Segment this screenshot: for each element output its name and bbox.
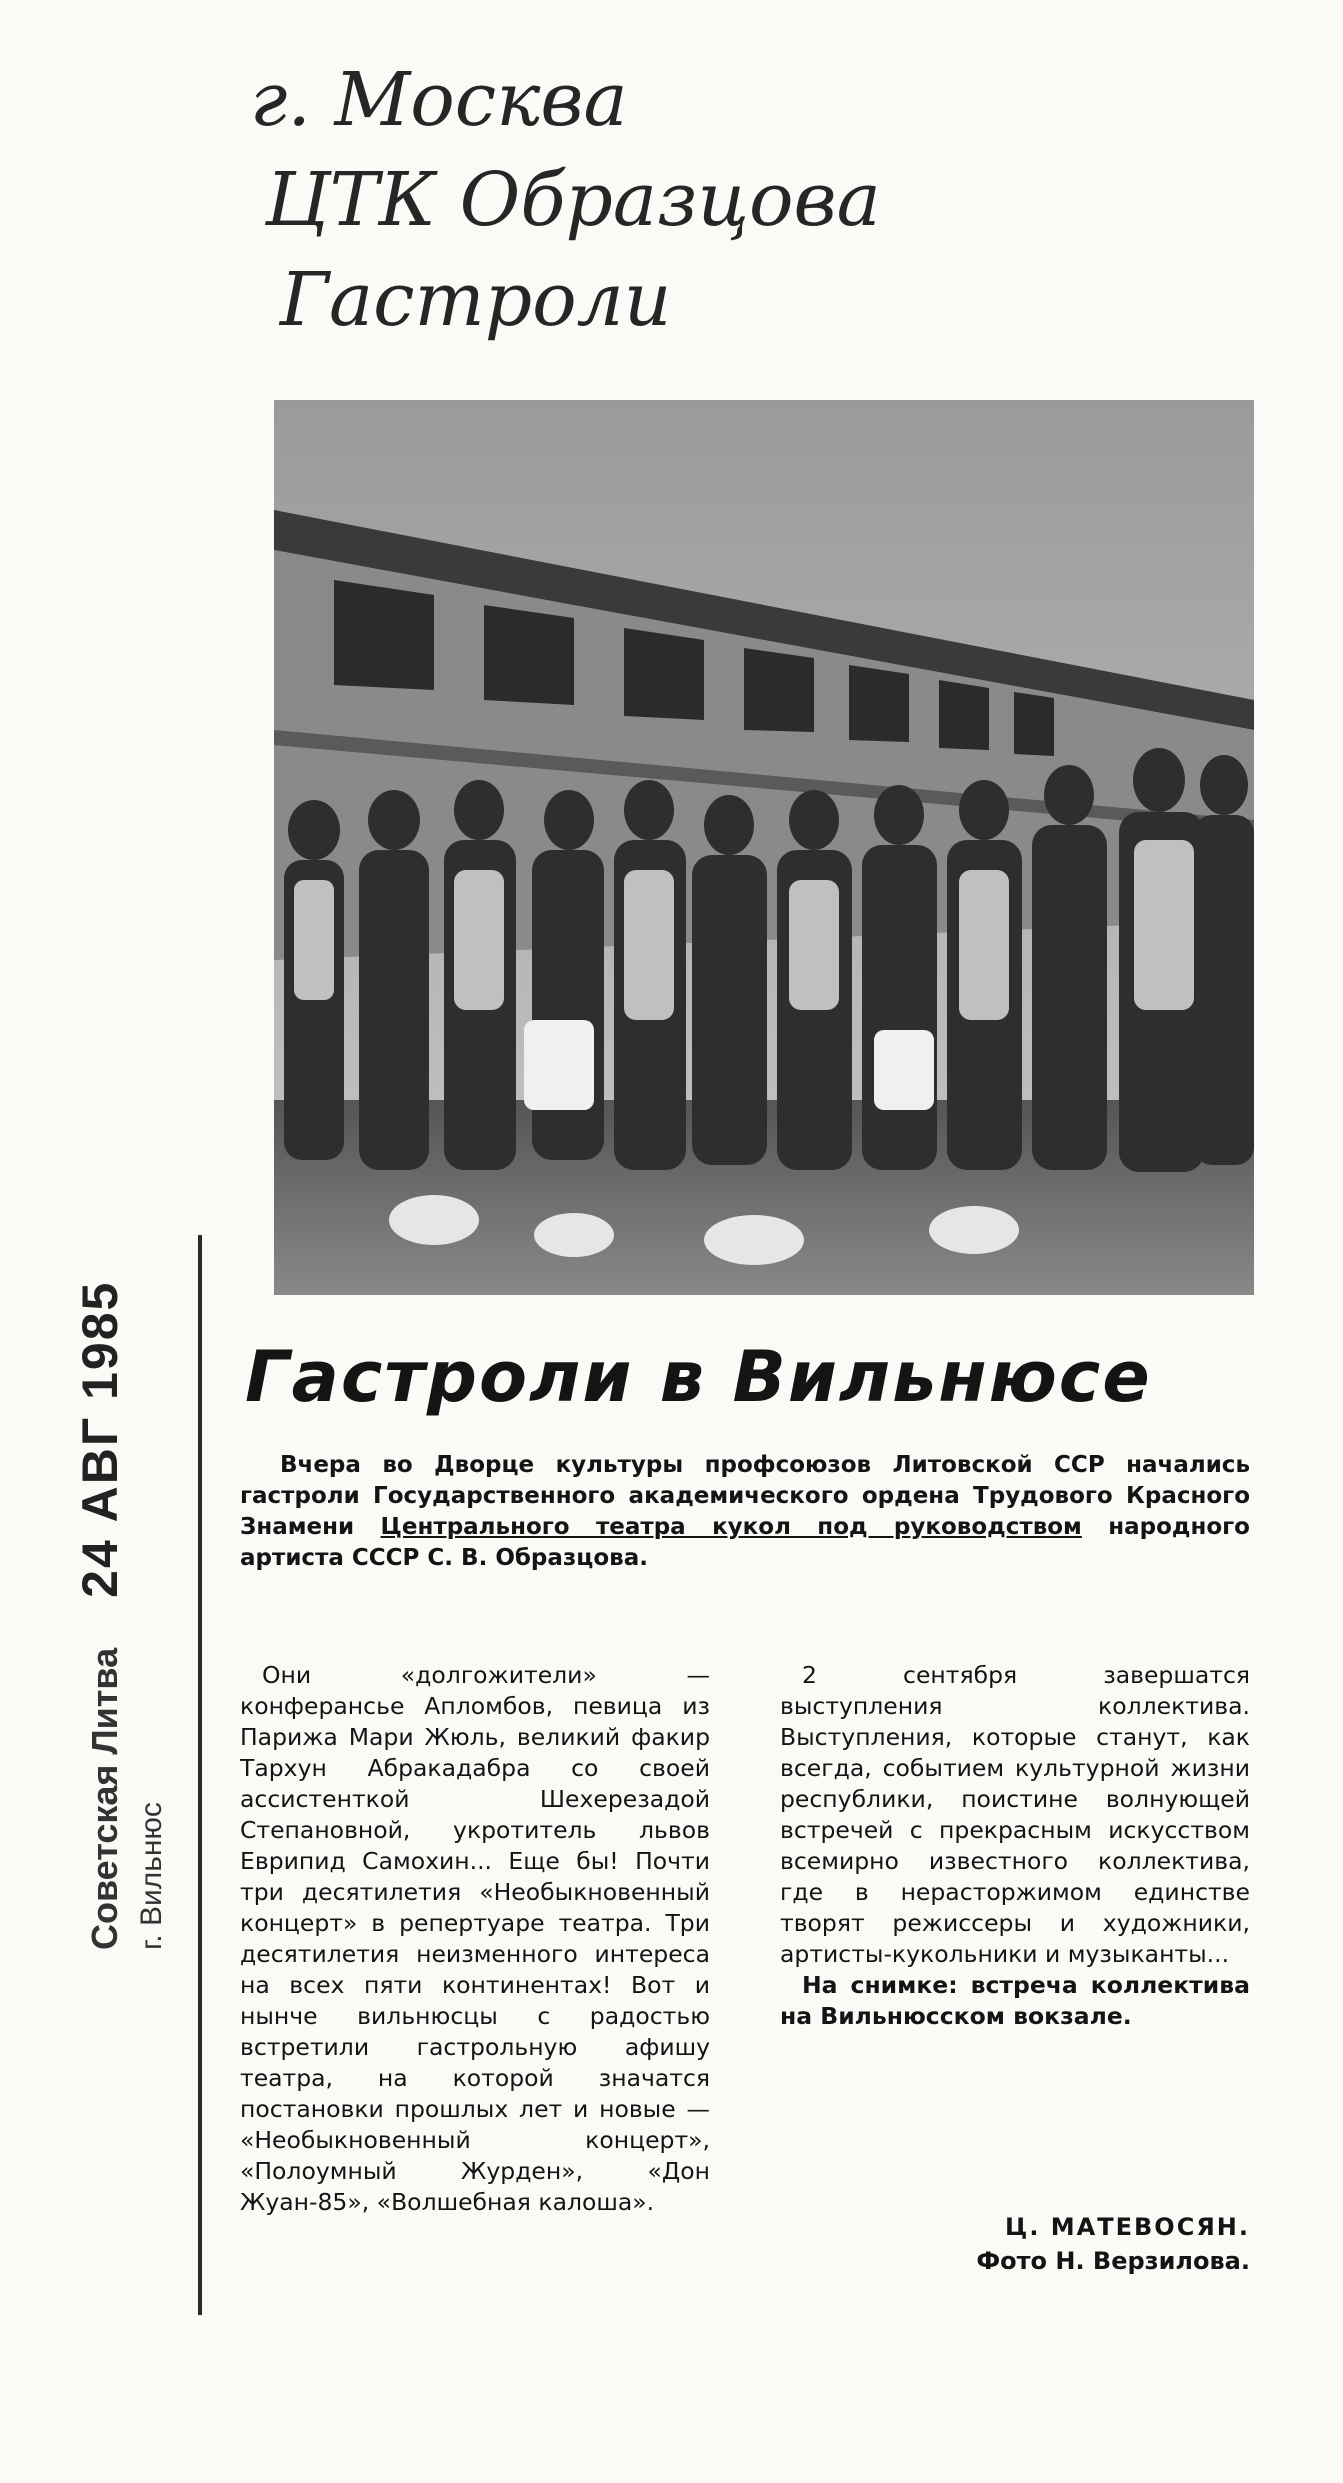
newspaper-stamp — [0, 0, 168, 1950]
article-lead — [240, 1450, 1250, 1574]
photo-credit: Фото Н. Верзилова. — [976, 2247, 1250, 2275]
handwritten-line-city: г. Москва — [250, 57, 628, 143]
photo-train-station-troupe — [274, 400, 1254, 1295]
stamp-city: г. Вильнюс — [135, 1802, 168, 1950]
lead-text-underlined: Центрального театра кукол под руководством — [380, 1514, 1082, 1540]
article-signature — [780, 2210, 1250, 2278]
column-2-paragraph: 2 сентября завершатся выступления коллектива. Выступления, которые станут, как всегда, событием культурной жизни республики, поистине волнующей встречей с прекрасным искусством всемирно известного коллектива, где в нерасторжимом единстве творят режиссеры и художники, артисты-кукольники и музыканты... — [780, 1661, 1250, 1968]
article-column-1 — [240, 1660, 710, 2218]
lead-text-part1: Вчера во Дворце культуры профсоюзов Литовской ССР начались гастроли Государственного академического ордена Трудового Красного Знамени — [240, 1452, 1250, 1540]
handwritten-note — [250, 50, 950, 350]
article-headline: Гастроли в Вильнюсе — [245, 1336, 1152, 1418]
lead-text-part2: народного артиста СССР С. В. Образцова. — [240, 1514, 1250, 1571]
column-1-paragraph: Они «долгожители» — конферансье Апломбов, певица из Парижа Мари Жюль, великий факир Тархун Абракадабра со своей ассистенткой Шехерезадой Степановной, укротитель львов Еврипид Самохин... Еще бы! Почти три десятилетия «Необыкновенный концерт» в репертуаре театра. Три десятилетия неизменного интереса на всех пяти континентах! Вот и нынче вильнюсцы с радостью встретили гастрольную афишу театра, на которой значатся постановки прошлых лет и новые — «Необыкновенный концерт», «Полоумный Журден», «Дон Жуан-85», «Волшебная калоша». — [240, 1661, 710, 2216]
stamp-date: 24 АВГ 1985 — [72, 1280, 128, 1598]
article-column-2 — [780, 1660, 1250, 2032]
clipping-edge-rule — [198, 1235, 202, 2315]
handwritten-line-theatre: ЦТК Образцова — [265, 157, 881, 243]
photo-caption: На снимке: встреча коллектива на Вильнюсском вокзале. — [780, 1971, 1250, 2030]
author-name: Ц. МАТЕВОСЯН. — [1005, 2213, 1250, 2241]
stamp-newspaper-name: Советская Литва — [84, 1647, 125, 1950]
handwritten-line-topic: Гастроли — [280, 257, 672, 343]
news-photo — [274, 400, 1254, 1295]
